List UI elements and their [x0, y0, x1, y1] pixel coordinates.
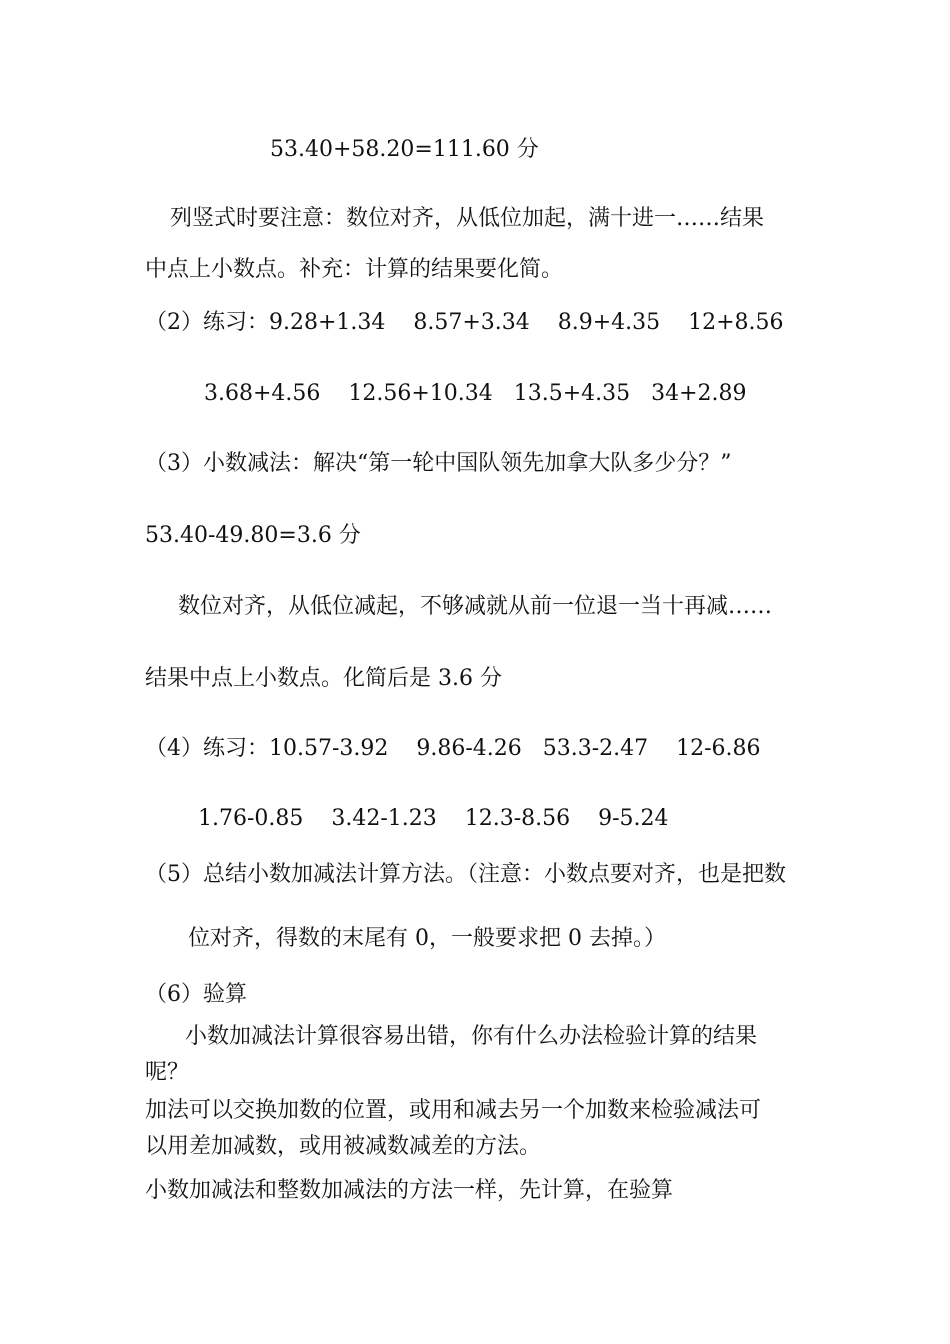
text-line-practice-4-row-1: （4）练习：10.57-3.92 9.86-4.26 53.3-2.47 12-6.86 — [145, 736, 761, 761]
text-line-summary-1: （5）总结小数加减法计算方法。（注意：小数点要对齐，也是把数 — [145, 862, 786, 887]
text-line-check-question-1: 小数加减法计算很容易出错，你有什么办法检验计算的结果 — [185, 1024, 758, 1049]
text-line-vertical-note-2: 中点上小数点。补充：计算的结果要化简。 — [145, 257, 564, 282]
text-line-subtraction-heading: （3）小数减法：解决“第一轮中国队领先加拿大队多少分？” — [145, 451, 732, 476]
text-line-check-answer-1: 加法可以交换加数的位置，或用和减去另一个加数来检验减法可 — [145, 1098, 762, 1123]
text-line-equation-subtraction: 53.40-49.80=3.6 分 — [145, 523, 361, 548]
text-line-equation-addition: 53.40+58.20=111.60 分 — [270, 137, 539, 162]
text-line-subtraction-note-2: 结果中点上小数点。化简后是 3.6 分 — [145, 666, 502, 691]
text-line-practice-4-row-2: 1.76-0.85 3.42-1.23 12.3-8.56 9-5.24 — [198, 806, 669, 831]
text-line-vertical-note-1: 列竖式时要注意：数位对齐，从低位加起，满十进一……结果 — [170, 206, 765, 231]
text-line-check-answer-2: 以用差加减数，或用被减数减差的方法。 — [145, 1134, 542, 1159]
text-line-check-heading: （6）验算 — [145, 982, 247, 1007]
text-line-check-question-2: 呢？ — [145, 1060, 190, 1085]
text-line-practice-2-row-2: 3.68+4.56 12.56+10.34 13.5+4.35 34+2.89 — [204, 381, 747, 406]
text-line-conclusion: 小数加减法和整数加减法的方法一样，先计算，在验算 — [145, 1178, 674, 1203]
text-line-subtraction-note-1: 数位对齐，从低位减起，不够减就从前一位退一当十再减…… — [178, 594, 773, 619]
text-line-summary-2: 位对齐，得数的末尾有 0，一般要求把 0 去掉。） — [188, 926, 666, 951]
text-line-practice-2-row-1: （2）练习：9.28+1.34 8.57+3.34 8.9+4.35 12+8.56 — [145, 310, 784, 335]
